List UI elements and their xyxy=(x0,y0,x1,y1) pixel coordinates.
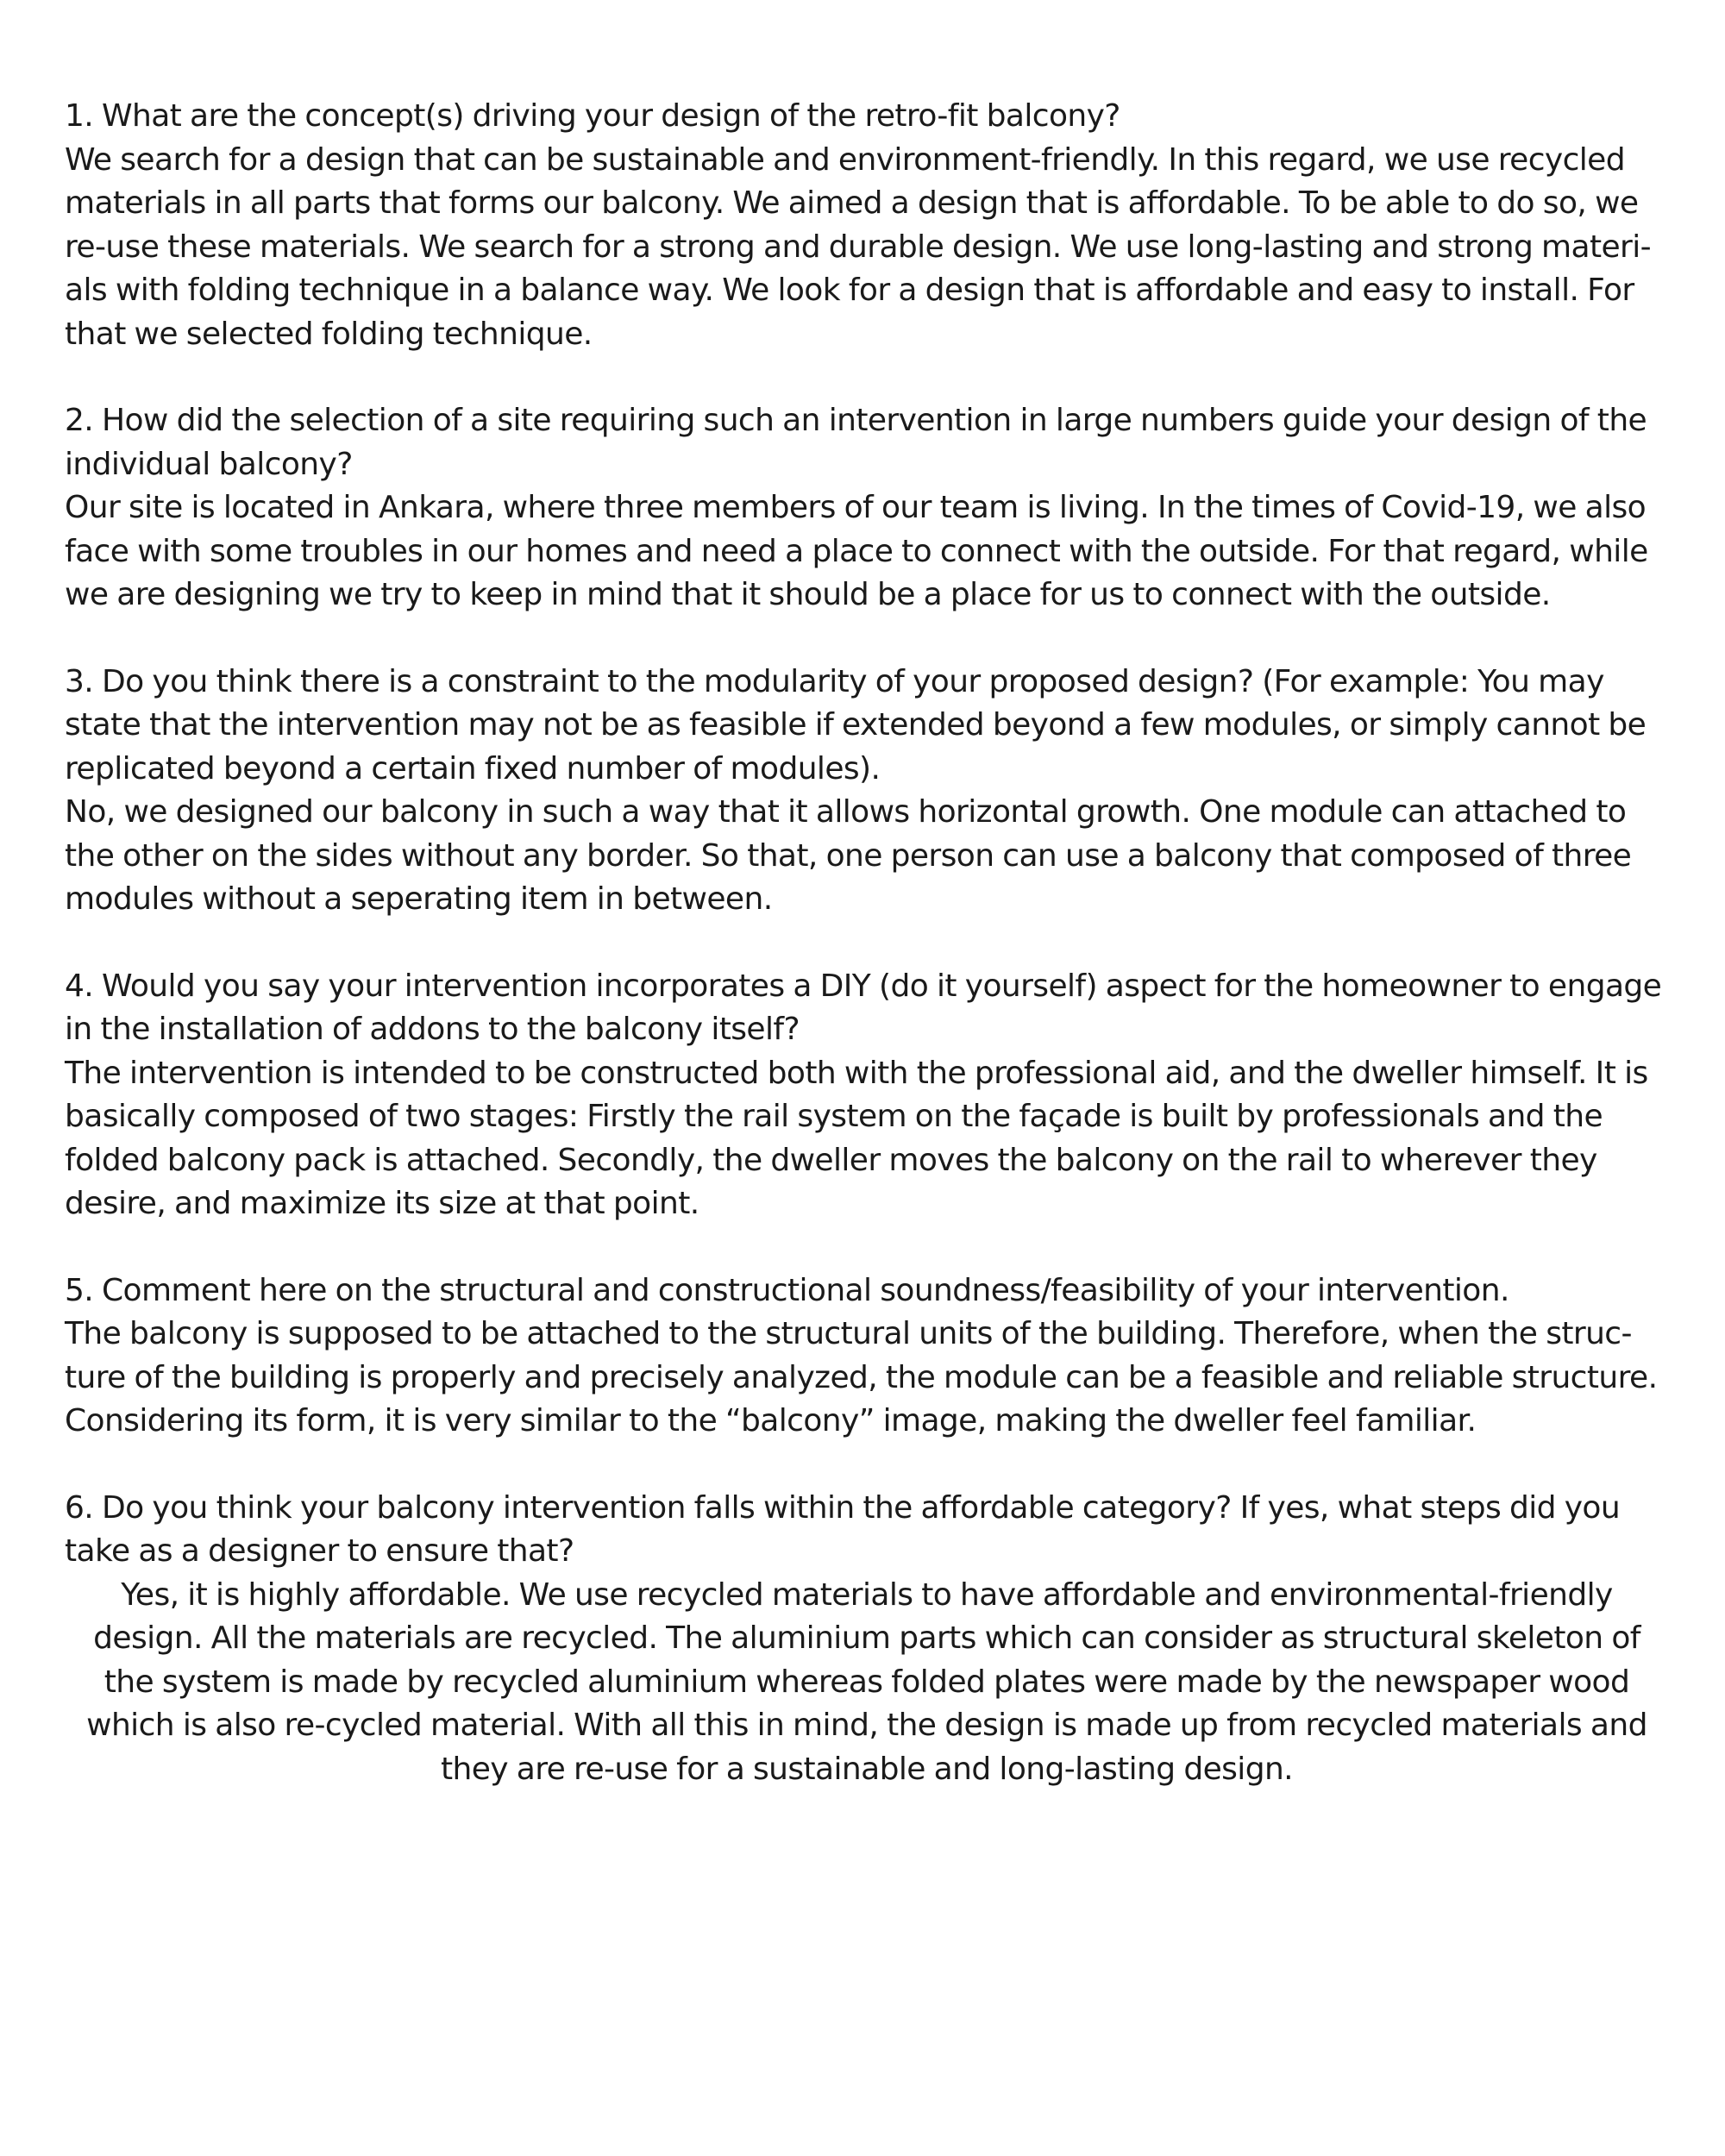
document-body xyxy=(65,95,1669,1834)
qa-section-5 xyxy=(65,1269,1669,1444)
question-5: 5. Comment here on the structural and constructional soundness/feasibility of your intervention. xyxy=(65,1272,1509,1308)
question-6: 6. Do you think your balcony intervention falls within the affordable category? If yes, what steps did you take as a designer to ensure that? xyxy=(65,1489,1621,1569)
qa-section-2 xyxy=(65,399,1669,617)
answer-6: Yes, it is highly affordable. We use recycled materials to have affordable and environmental-friendly design. All the materials are recycled. The aluminium parts which can consider as structural skeleton of the system is made by recycled aluminium whereas folded plates were made by the newspaper wood which is also re-cycled material. With all this in mind, the design is made up from recycled materials and they are re-use for a sustainable and long-lasting design. xyxy=(86,1576,1647,1787)
answer-5: The balcony is supposed to be attached to the structural units of the building. Therefore, when the struc-ture of the building is properly and precisely analyzed, the module can be a feasible and reliable structure. Considering its form, it is very similar to the “balcony” image, making the dweller feel familiar. xyxy=(65,1316,1658,1438)
answer-3: No, we designed our balcony in such a way that it allows horizontal growth. One module can attached to the other on the sides without any border. So that, one person can use a balcony that composed of three modules without a seperating item in between. xyxy=(65,794,1632,917)
qa-section-6 xyxy=(65,1487,1669,1792)
question-4: 4. Would you say your intervention incorporates a DIY (do it yourself) aspect for the homeowner to engage in the installation of addons to the balcony itself? xyxy=(65,968,1662,1047)
qa-section-1 xyxy=(65,95,1669,356)
question-1: 1. What are the concept(s) driving your design of the retro-fit balcony? xyxy=(65,98,1120,134)
qa-section-4 xyxy=(65,965,1669,1226)
answer-1: We search for a design that can be sustainable and environment-friendly. In this regard, we use recycled materials in all parts that forms our balcony. We aimed a design that is affordable. To be able to do so, we re-use these materials. We search for a strong and durable design. We use long-lasting and strong materi-als with folding technique in a balance way. We look for a design that is affordable and easy to install. For that we selected folding technique. xyxy=(65,141,1652,352)
answer-4: The intervention is intended to be constructed both with the professional aid, and the dweller himself. It is basically composed of two stages: Firstly the rail system on the façade is built by professionals and the folded balcony pack is attached. Secondly, the dweller moves the balcony on the rail to wherever they desire, and maximize its size at that point. xyxy=(65,1055,1648,1221)
qa-section-3 xyxy=(65,661,1669,922)
question-2: 2. How did the selection of a site requiring such an intervention in large numbers guide your design of the individual balcony? xyxy=(65,403,1647,482)
answer-2: Our site is located in Ankara, where three members of our team is living. In the times of Covid-19, we also face with some troubles in our homes and need a place to connect with the outside. For that regard, while we are designing we try to keep in mind that it should be a place for us to connect with the outside. xyxy=(65,490,1648,612)
question-3: 3. Do you think there is a constraint to the modularity of your proposed design? (For example: You may state that the intervention may not be as feasible if extended beyond a few modules, or simply cannot be replicated beyond a certain fixed number of modules). xyxy=(65,663,1647,787)
